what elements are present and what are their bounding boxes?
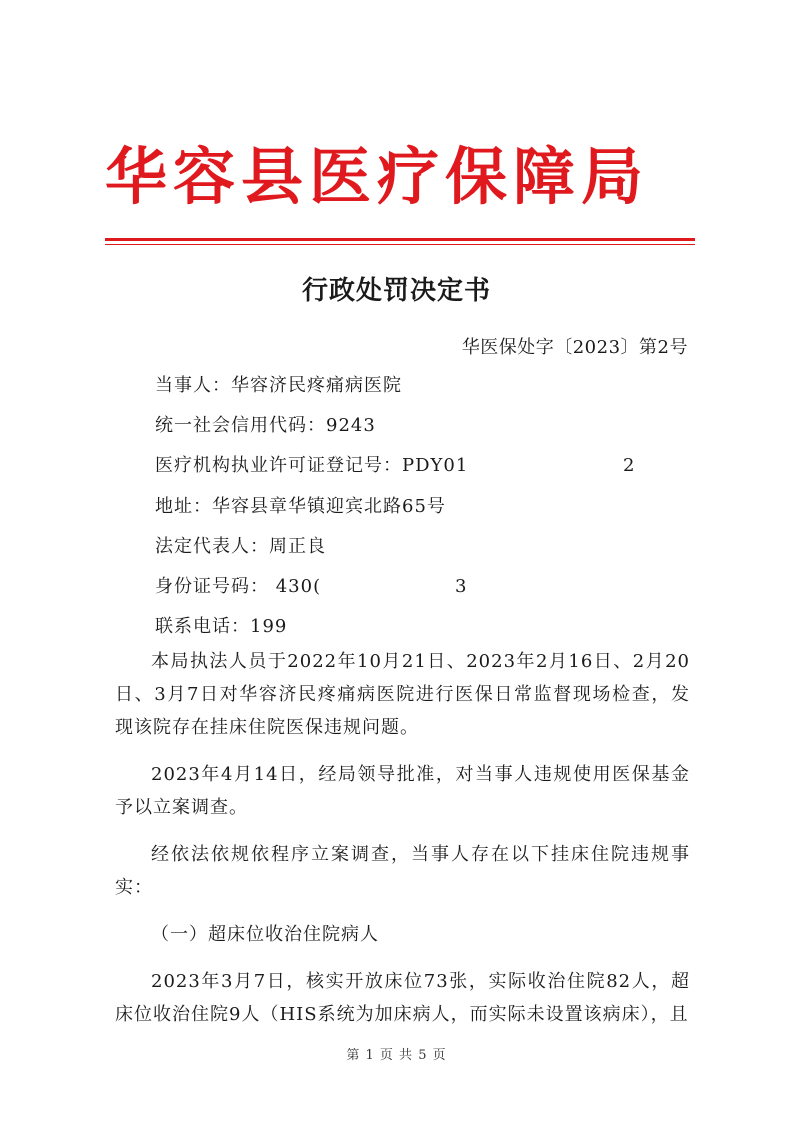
address-line [155,493,715,533]
license-line [155,452,715,492]
credit-code-line [155,412,715,452]
paragraph-case-filing: 2023年4月14日，经局领导批准，对当事人违规使用医保基金予以立案调查。 [115,764,690,818]
credit-code-text: 统一社会信用代码：9243 [155,415,376,437]
license-tail-fragment: 2 [623,455,636,477]
decision-body [115,645,690,1031]
legal-rep-line [155,533,715,573]
paragraph-over-capacity-detail: 2023年3月7日，核实开放床位73张，实际收治住院82人，超床位收治住院9人（HIS系统为加床病人，而实际未设置该病床），且 [115,971,690,1025]
license-text: 医疗机构执业许可证登记号：PDY01 [155,455,469,477]
phone-text: 联系电话：199 [155,616,288,638]
legal-rep-text: 法定代表人：周正良 [155,535,326,557]
id-number-text: 身份证号码： 430( [155,575,322,597]
party-name-line [155,372,715,412]
paragraph-findings-intro: 经依法依规依程序立案调查，当事人存在以下挂床住院违规事实： [115,844,690,898]
address-text: 地址：华容县章华镇迎宾北路65号 [155,495,446,517]
party-info-block [155,372,715,653]
agency-letterhead-title: 华容县医疗保障局 [105,140,650,213]
party-name-text: 当事人：华容济民疼痛病医院 [155,375,402,396]
document-title: 行政处罚决定书 [301,276,491,306]
page-number-footer: 第 1 页 共 5 页 [346,1048,447,1063]
id-number-tail-fragment: 3 [455,575,468,597]
id-number-line [155,573,715,613]
subheading-over-capacity: （一）超床位收治住院病人 [151,924,379,945]
document-number: 华医保处字〔2023〕第2号 [461,337,688,358]
paragraph-inspection: 本局执法人员于2022年10月21日、2023年2月16日、2月20日、3月7日对华容济民疼痛病医院进行医保日常监督现场检查，发现该院存在挂床住院医保违规问题。 [115,651,690,738]
letterhead-red-rule-thick [105,238,695,241]
letterhead-red-rule-thin [105,244,695,245]
